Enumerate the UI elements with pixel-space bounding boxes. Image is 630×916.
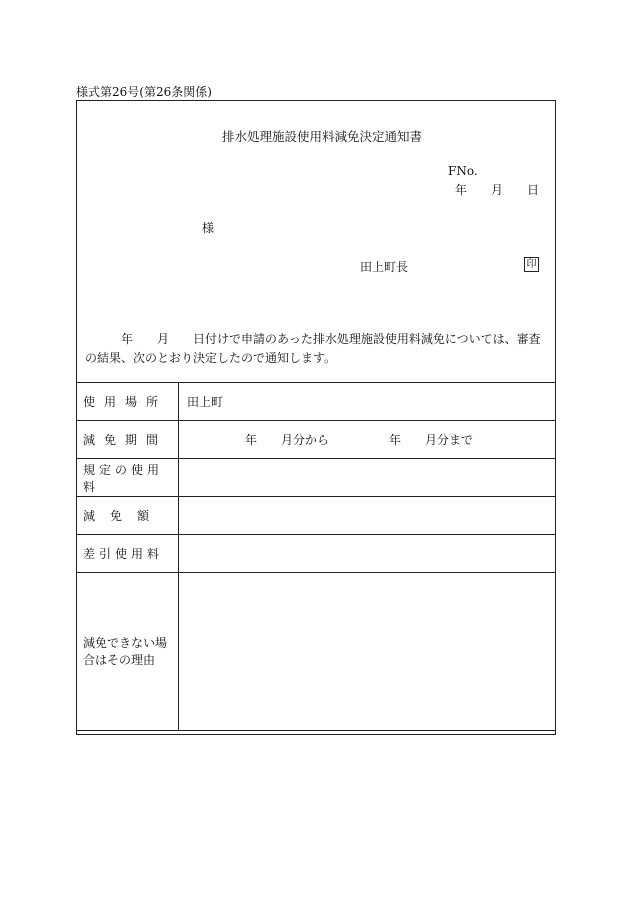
table-row	[77, 535, 556, 573]
label-reason: 減免できない場合はその理由	[83, 635, 168, 667]
label-net-fee: 差引使用料	[83, 547, 164, 561]
value-usage-location: 田上町	[179, 383, 556, 421]
notice-form	[76, 100, 556, 735]
value-standard-fee	[179, 459, 556, 497]
document-number: FNo.	[448, 164, 478, 178]
issue-date: 年 月 日	[455, 183, 540, 197]
value-exemption-period: 年 月分から 年 月分まで	[245, 433, 474, 447]
label-exemption-amount: 減免額	[83, 509, 165, 523]
table-row	[77, 497, 556, 535]
table-row	[77, 421, 556, 459]
value-reason	[179, 573, 556, 731]
label-standard-fee: 規定の使用料	[83, 462, 164, 494]
table-row	[77, 383, 556, 421]
seal-icon: 印	[524, 257, 539, 272]
table-row	[77, 459, 556, 497]
issuer-name: 田上町長	[360, 260, 409, 274]
value-exemption-amount	[179, 497, 556, 535]
table-row	[77, 573, 556, 731]
value-net-fee	[179, 535, 556, 573]
recipient-honorific: 様	[202, 221, 215, 235]
body-date: 年 月	[121, 332, 194, 346]
notice-body	[85, 330, 551, 368]
form-number-label: 様式第26号(第26条関係)	[76, 85, 212, 99]
label-usage-location: 使用場所	[83, 395, 168, 409]
body-text: 日付けで申請のあった排水処理施設使用料減免については、審査の結果、次のとおり決定したので通知します。	[85, 332, 541, 365]
document-title: 排水処理施設使用料減免決定通知書	[222, 129, 423, 144]
label-exemption-period: 減免期間	[83, 433, 168, 447]
details-table	[76, 382, 556, 731]
